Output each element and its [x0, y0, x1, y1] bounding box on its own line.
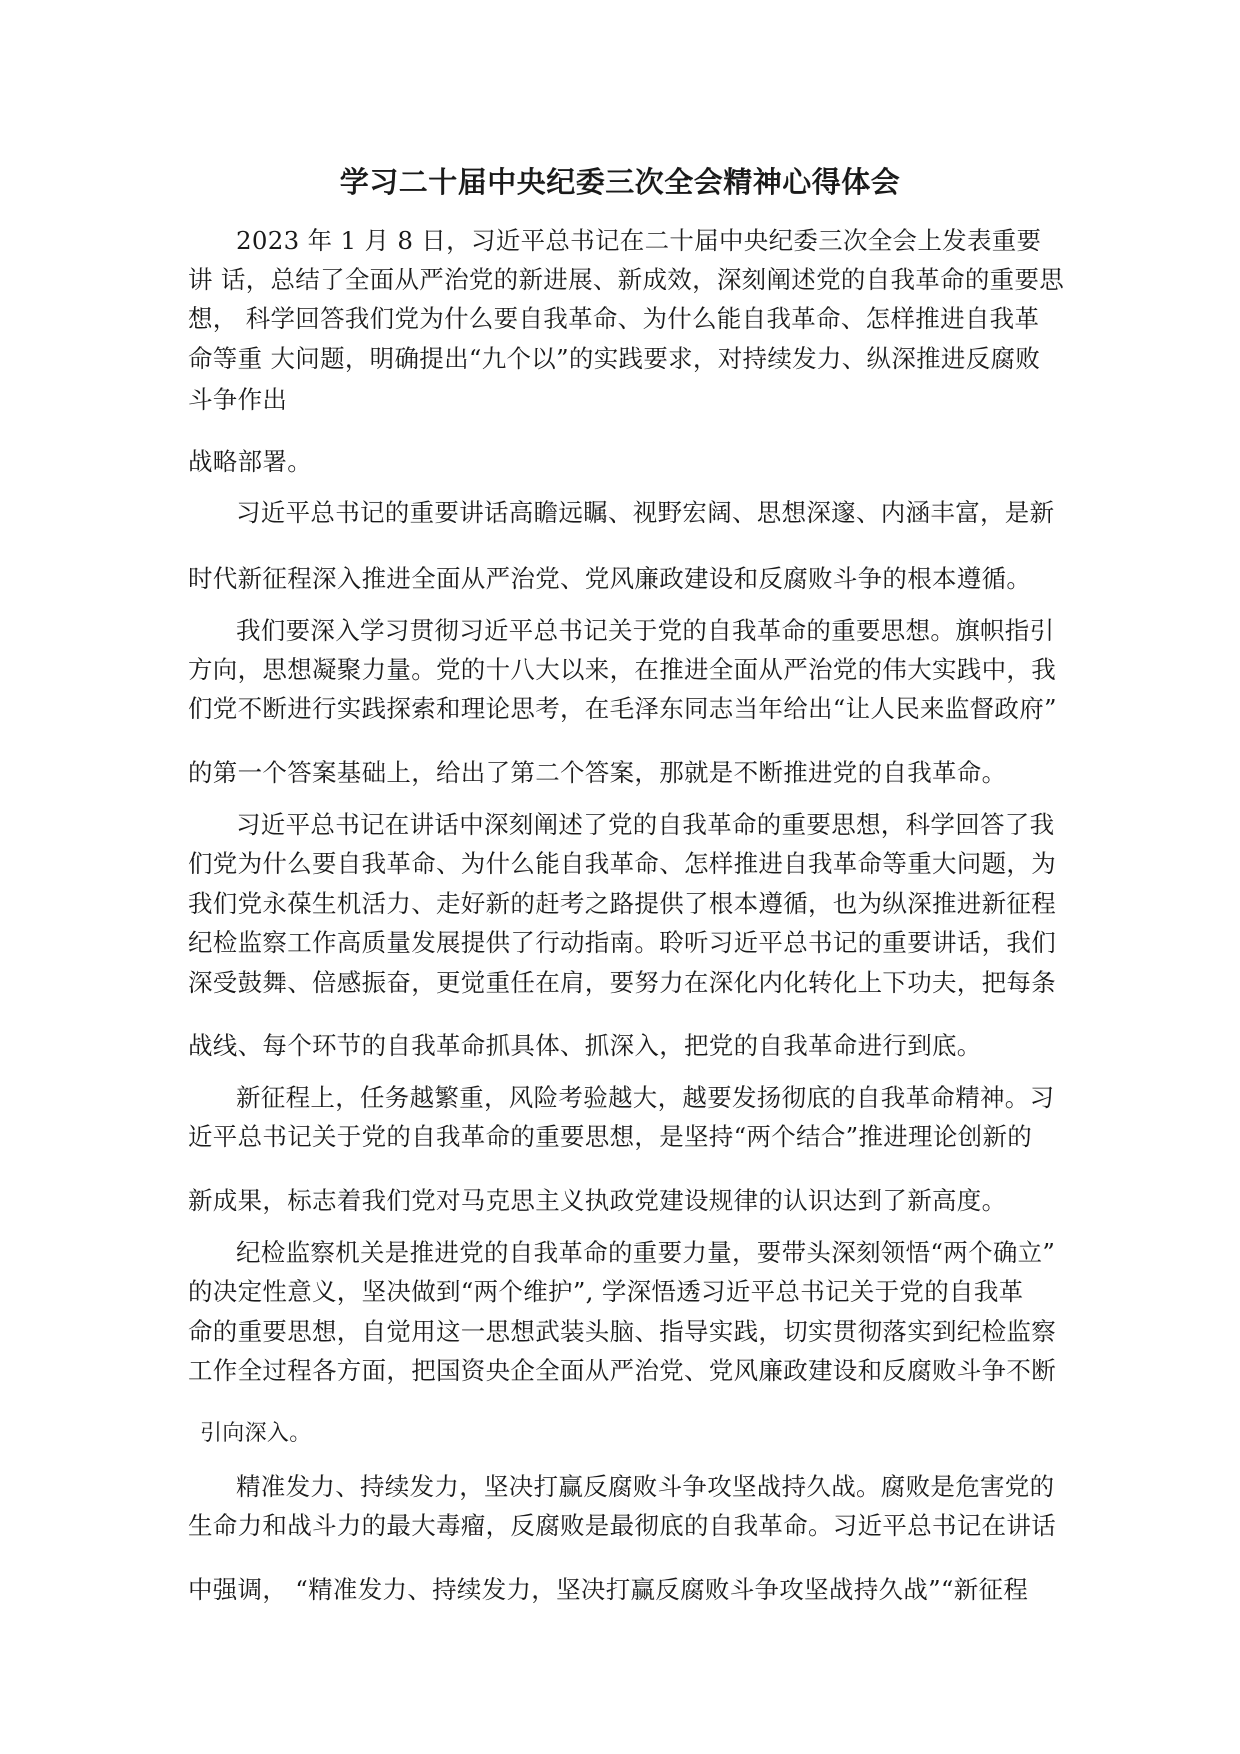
text-line: 近平总书记关于党的自我革命的重要思想，是坚持“两个结合”推进理论创新的 [188, 1122, 1033, 1151]
text-line: 生命力和战斗力的最大毒瘤，反腐败是最彻底的自我革命。习近平总书记在讲话 [188, 1511, 1056, 1540]
text-line: 战略部署。 [188, 447, 312, 476]
text-line: 我们要深入学习贯彻习近平总书记关于党的自我革命的重要思想。旗帜指引 [236, 616, 1055, 645]
text-line: 引向深入。 [200, 1421, 312, 1446]
text-line: 我们党永葆生机活力、走好新的赶考之路提供了根本遵循，也为纵深推进新征程 [188, 889, 1056, 918]
text-line: 习近平总书记的重要讲话高瞻远瞩、视野宏阔、思想深邃、内涵丰富，是新 [236, 498, 1055, 527]
text-line: 想， 科学回答我们党为什么要自我革命、为什么能自我革命、怎样推进自我革 [188, 304, 1040, 333]
text-line: 命的重要思想，自觉用这一思想武装头脑、指导实践，切实贯彻落实到纪检监察 [188, 1317, 1056, 1346]
text-line: 习近平总书记在讲话中深刻阐述了党的自我革命的重要思想，科学回答了我 [236, 810, 1055, 839]
text-line: 新成果，标志着我们党对马克思主义执政党建设规律的认识达到了新高度。 [188, 1186, 1007, 1215]
text-line: 精准发力、持续发力，坚决打赢反腐败斗争攻坚战持久战。腐败是危害党的 [236, 1472, 1055, 1501]
text-line: 纪检监察机关是推进党的自我革命的重要力量，要带头深刻领悟“两个确立” [236, 1238, 1056, 1267]
text-line: 讲 话，总结了全面从严治党的新进展、新成效，深刻阐述党的自我革命的重要思 [188, 265, 1065, 294]
text-line: 的决定性意义，坚决做到“两个维护”, 学深悟透习近平总书记关于党的自我革 [188, 1277, 1024, 1306]
text-line: 2023 年 1 月 8 日，习近平总书记在二十届中央纪委三次全会上发表重要 [236, 226, 1042, 255]
text-line: 战线、每个环节的自我革命抓具体、抓深入，把党的自我革命进行到底。 [188, 1031, 982, 1060]
page-title: 学习二十届中央纪委三次全会精神心得体会 [339, 165, 901, 199]
text-line: 命等重 大问题，明确提出“九个以”的实践要求，对持续发力、纵深推进反腐败 [188, 344, 1041, 373]
text-line: 的第一个答案基础上，给出了第二个答案，那就是不断推进党的自我革命。 [188, 758, 1007, 787]
text-line: 方向，思想凝聚力量。党的十八大以来，在推进全面从严治党的伟大实践中，我 [188, 655, 1056, 684]
text-line: 中强调， “精准发力、持续发力，坚决打赢反腐败斗争攻坚战持久战”“新征程 [188, 1575, 1029, 1604]
text-line: 新征程上，任务越繁重，风险考验越大，越要发扬彻底的自我革命精神。习 [236, 1083, 1055, 1112]
text-line: 深受鼓舞、倍感振奋，更觉重任在肩，要努力在深化内化转化上下功夫，把每条 [188, 968, 1056, 997]
text-line: 时代新征程深入推进全面从严治党、党风廉政建设和反腐败斗争的根本遵循。 [188, 564, 1032, 593]
text-line: 们党不断进行实践探索和理论思考，在毛泽东同志当年给出“让人民来监督政府” [188, 694, 1057, 723]
text-line: 工作全过程各方面，把国资央企全面从严治党、党风廉政建设和反腐败斗争不断 [188, 1356, 1056, 1385]
text-line: 们党为什么要自我革命、为什么能自我革命、怎样推进自我革命等重大问题，为 [188, 849, 1056, 878]
text-line: 纪检监察工作高质量发展提供了行动指南。聆听习近平总书记的重要讲话，我们 [188, 928, 1056, 957]
text-line: 斗争作出 [188, 385, 288, 414]
